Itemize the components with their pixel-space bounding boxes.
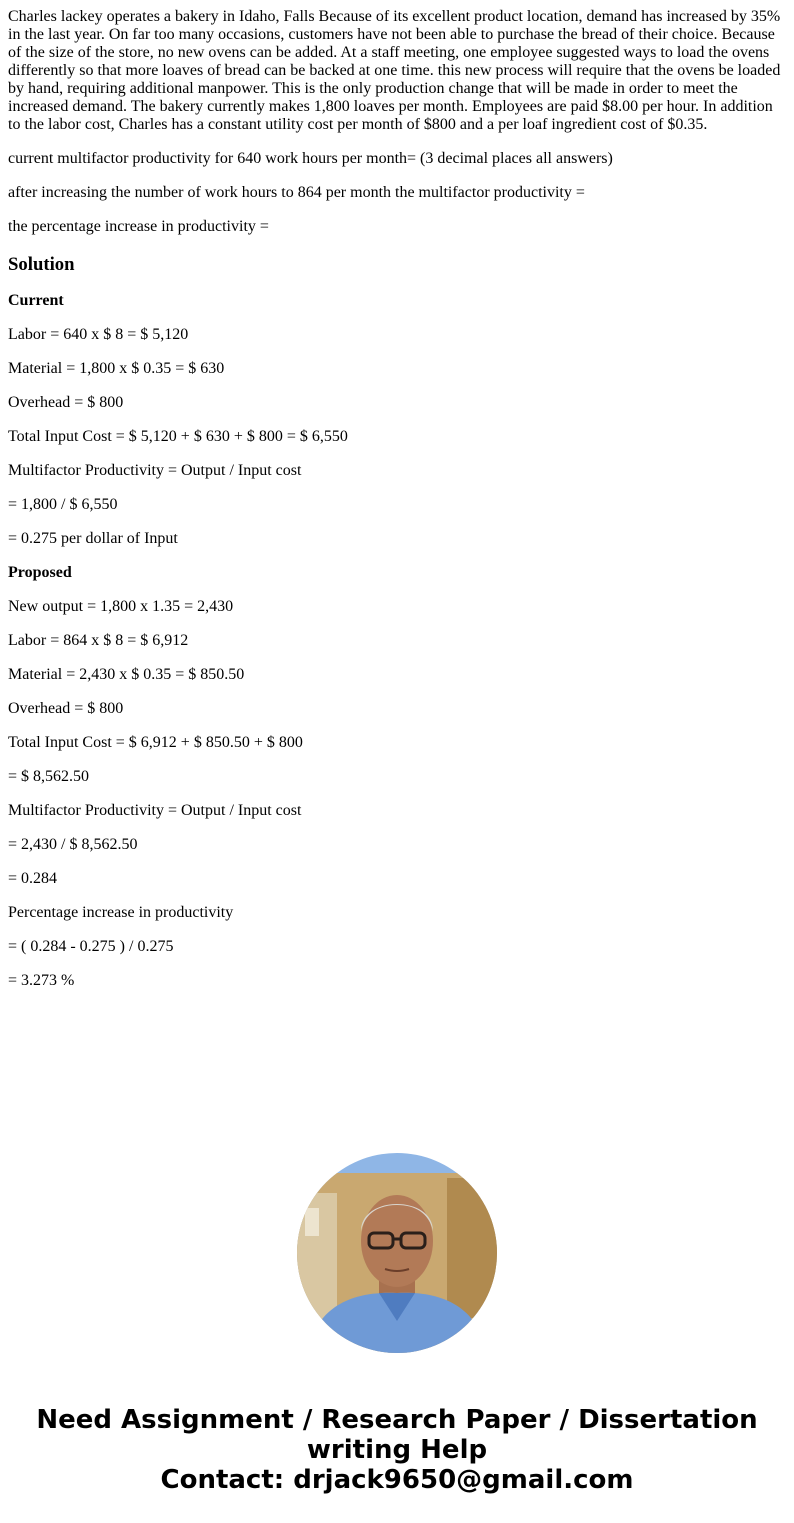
footer-contact-line: Contact: drjack9650@gmail.com (160, 1465, 634, 1495)
current-line: Total Input Cost = $ 5,120 + $ 630 + $ 800 = $ 6,550 (8, 428, 348, 445)
avatar-portrait-image (297, 1153, 497, 1353)
current-line: Overhead = $ 800 (8, 394, 124, 411)
proposed-line: Multifactor Productivity = Output / Input cost (8, 802, 302, 819)
current-heading: Current (8, 292, 64, 309)
proposed-line: = ( 0.284 - 0.275 ) / 0.275 (8, 938, 174, 955)
proposed-line: = $ 8,562.50 (8, 768, 90, 785)
proposed-line: Percentage increase in productivity (8, 904, 234, 921)
proposed-heading: Proposed (8, 564, 72, 581)
question-part-1: current multifactor productivity for 640 work hours per month= (3 decimal places all answers) (8, 150, 613, 167)
proposed-line: = 2,430 / $ 8,562.50 (8, 836, 138, 853)
footer-line-1: Need Assignment / Research Paper / Dissertation (36, 1405, 758, 1435)
question-part-3: the percentage increase in productivity = (8, 218, 269, 235)
proposed-line: Total Input Cost = $ 6,912 + $ 850.50 + $ 800 (8, 734, 303, 751)
proposed-line: = 3.273 % (8, 972, 75, 989)
question-part-2: after increasing the number of work hours to 864 per month the multifactor productivity = (8, 184, 585, 201)
author-avatar (297, 1153, 497, 1353)
current-line: = 0.275 per dollar of Input (8, 530, 178, 547)
footer-line-2: writing Help (306, 1435, 488, 1465)
current-line: Labor = 640 x $ 8 = $ 5,120 (8, 326, 189, 343)
proposed-line: Material = 2,430 x $ 0.35 = $ 850.50 (8, 666, 245, 683)
current-line: Material = 1,800 x $ 0.35 = $ 630 (8, 360, 225, 377)
contact-footer (0, 1405, 794, 1495)
solution-heading: Solution (8, 254, 75, 275)
document-body (8, 8, 786, 1006)
proposed-line: Labor = 864 x $ 8 = $ 6,912 (8, 632, 189, 649)
question-paragraph: Charles lackey operates a bakery in Idaho, Falls Because of its excellent product location, demand has increased by 35% in the last year. On far too many occasions, customers have not been able to purchase the bread of their choice. Because of the size of the store, no new ovens can be added. At a staff meeting, one employee suggested ways to load the ovens differently so that more loaves of bread can be backed at one time. this new process will require that the ovens be loaded by hand, requiring additional manpower. This is the only production change that will be made in order to meet the increased demand. The bakery currently makes 1,800 loaves per month. Employees are paid $8.00 per hour. In addition to the labor cost, Charles has a constant utility cost per month of $800 and a per loaf ingredient cost of $0.35. (8, 8, 781, 133)
current-line: = 1,800 / $ 6,550 (8, 496, 118, 513)
current-line: Multifactor Productivity = Output / Input cost (8, 462, 302, 479)
proposed-line: = 0.284 (8, 870, 58, 887)
proposed-line: Overhead = $ 800 (8, 700, 124, 717)
proposed-line: New output = 1,800 x 1.35 = 2,430 (8, 598, 234, 615)
